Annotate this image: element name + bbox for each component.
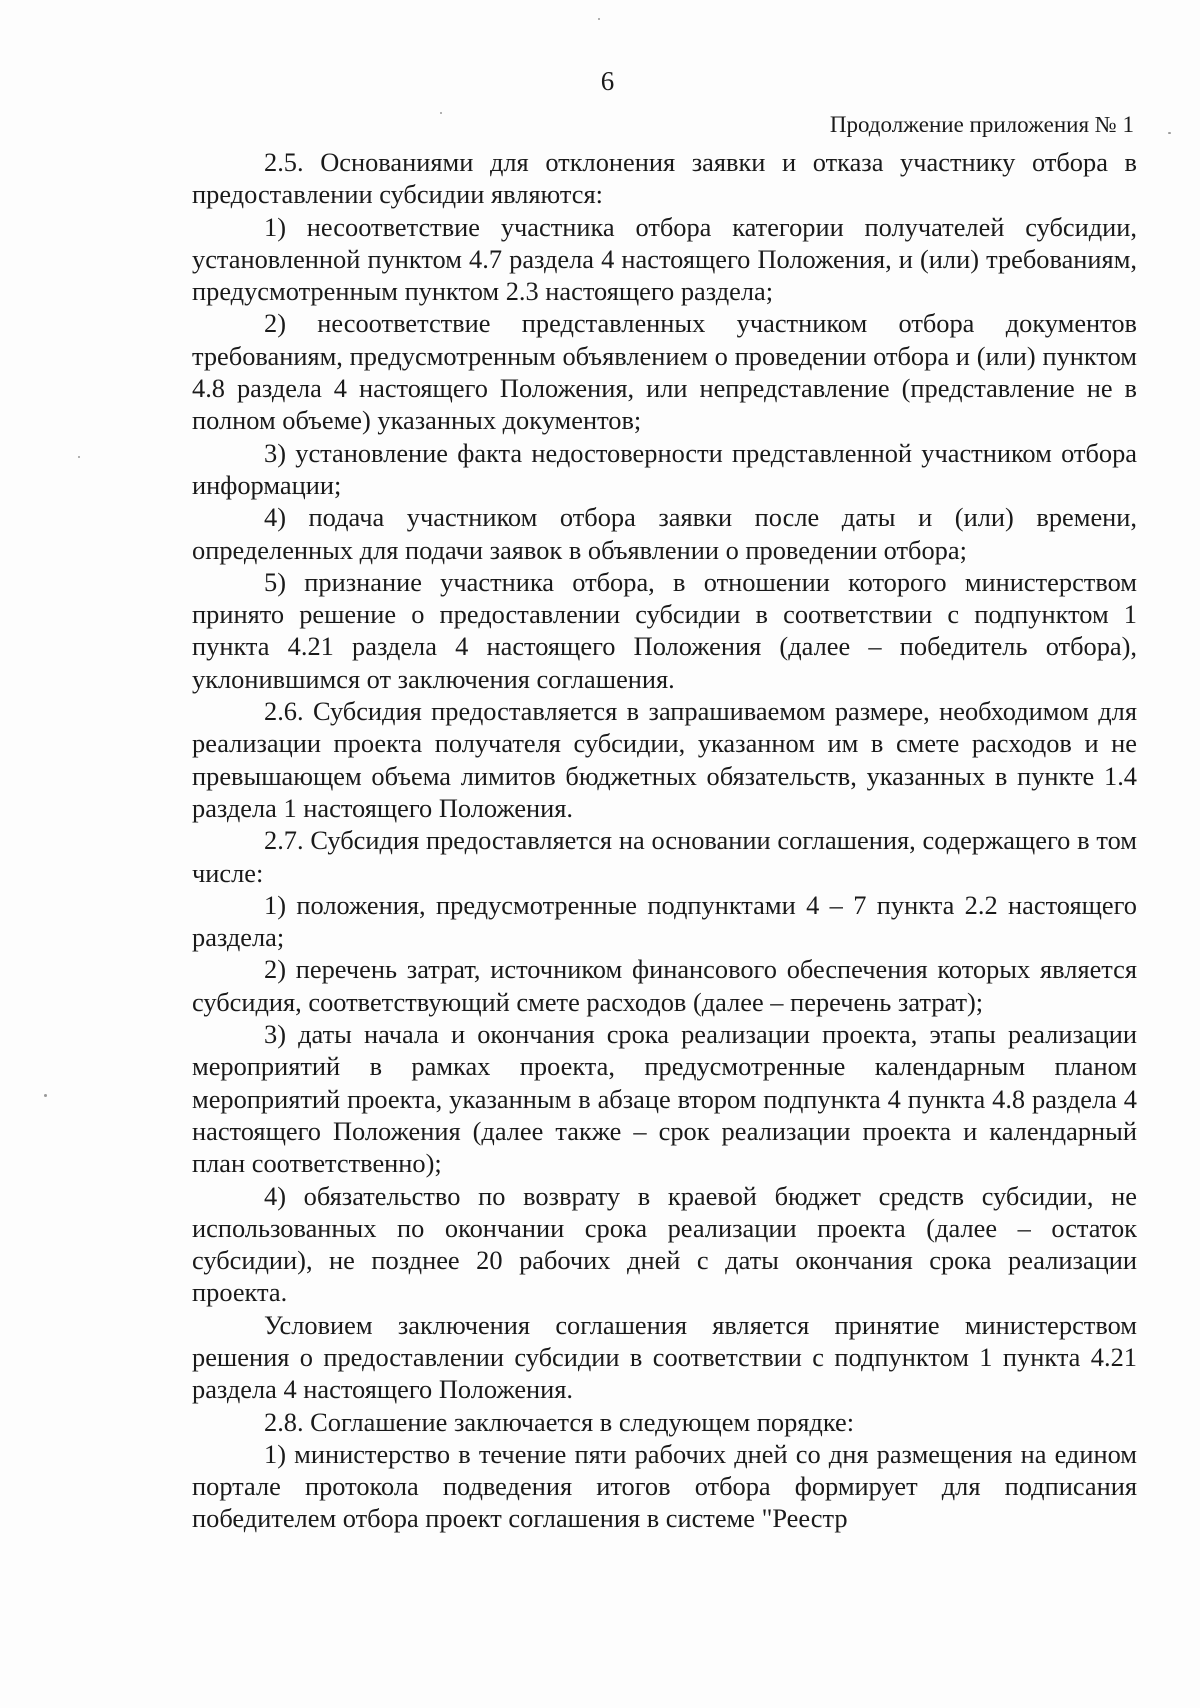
scan-speck: [598, 18, 600, 20]
paragraph-2-7-item-2: 2) перечень затрат, источником финансового обеспечения которых является субсидия, соответствующий смете расходов (далее – перечень затрат);: [192, 954, 1137, 1017]
paragraph-2-8: 2.8. Соглашение заключается в следующем порядке:: [264, 1406, 855, 1437]
paragraph-2-5-item-2: 2) несоответствие представленных участником отбора документов требованиям, предусмотренным объявлением о проведении отбора и (или) пунктом 4.8 раздела 4 настоящего Положения, или непредставление (представление не в полном объеме) указанных документов;: [192, 308, 1137, 436]
paragraph-2-8-item-1: 1) министерство в течение пяти рабочих дней со дня размещения на едином портале протокола подведения итогов отбора формирует для подписания победителем отбора проект соглашения в системе "Реестр: [192, 1438, 1137, 1534]
paragraph-2-5: 2.5. Основаниями для отклонения заявки и отказа участнику отбора в предоставлении субсидии являются:: [192, 147, 1137, 210]
scan-speck: [78, 456, 80, 458]
scan-speck: [1168, 132, 1171, 134]
paragraph-2-7: 2.7. Субсидия предоставляется на основании соглашения, содержащего в том числе:: [192, 825, 1137, 888]
paragraph-2-5-item-3: 3) установление факта недостоверности представленной участником отбора информации;: [192, 437, 1137, 500]
paragraph-agreement-condition: Условием заключения соглашения является принятие министерством решения о предоставлении субсидии в соответствии с подпунктом 1 пункта 4.21 раздела 4 настоящего Положения.: [192, 1309, 1137, 1405]
paragraph-2-5-item-1: 1) несоответствие участника отбора категории получателей субсидии, установленной пунктом 4.7 раздела 4 настоящего Положения, и (или) требованиям, предусмотренным пунктом 2.3 настоящего раздела;: [192, 211, 1137, 307]
paragraph-2-7-item-1: 1) положения, предусмотренные подпунктами 4 – 7 пункта 2.2 настоящего раздела;: [192, 889, 1137, 953]
paragraph-2-7-item-4: 4) обязательство по возврату в краевой бюджет средств субсидии, не использованных по окончании срока реализации проекта (далее – остаток субсидии), не позднее 20 рабочих дней с даты окончания срока реализации проекта.: [192, 1180, 1137, 1308]
paragraph-2-6: 2.6. Субсидия предоставляется в запрашиваемом размере, необходимом для реализации проекта получателя субсидии, указанном им в смете расходов и не превышающем объема лимитов бюджетных обязательств, указанных в пункте 1.4 раздела 1 настоящего Положения.: [192, 696, 1137, 823]
paragraph-2-5-item-4: 4) подача участником отбора заявки после даты и (или) времени, определенных для подачи заявок в объявлении о проведении отбора;: [192, 502, 1137, 565]
page-number: 6: [600, 66, 615, 96]
appendix-continuation-note: Продолжение приложения № 1: [829, 112, 1134, 137]
paragraph-2-5-item-5: 5) признание участника отбора, в отношении которого министерством принято решение о предоставлении субсидии в соответствии с подпунктом 1 пункта 4.21 раздела 4 настоящего Положения (далее – победитель отбора), уклонившимся от заключения соглашения.: [192, 566, 1137, 694]
paragraph-2-7-item-3: 3) даты начала и окончания срока реализации проекта, этапы реализации мероприятий в рамках проекта, предусмотренные календарным планом мероприятий проекта, указанным в абзаце втором подпункта 4 пункта 4.8 раздела 4 настоящего Положения (далее также – срок реализации проекта и календарный план соответственно);: [192, 1019, 1137, 1179]
scan-speck: [440, 112, 442, 114]
scan-speck: [44, 1094, 47, 1097]
document-body: [192, 146, 1137, 1535]
